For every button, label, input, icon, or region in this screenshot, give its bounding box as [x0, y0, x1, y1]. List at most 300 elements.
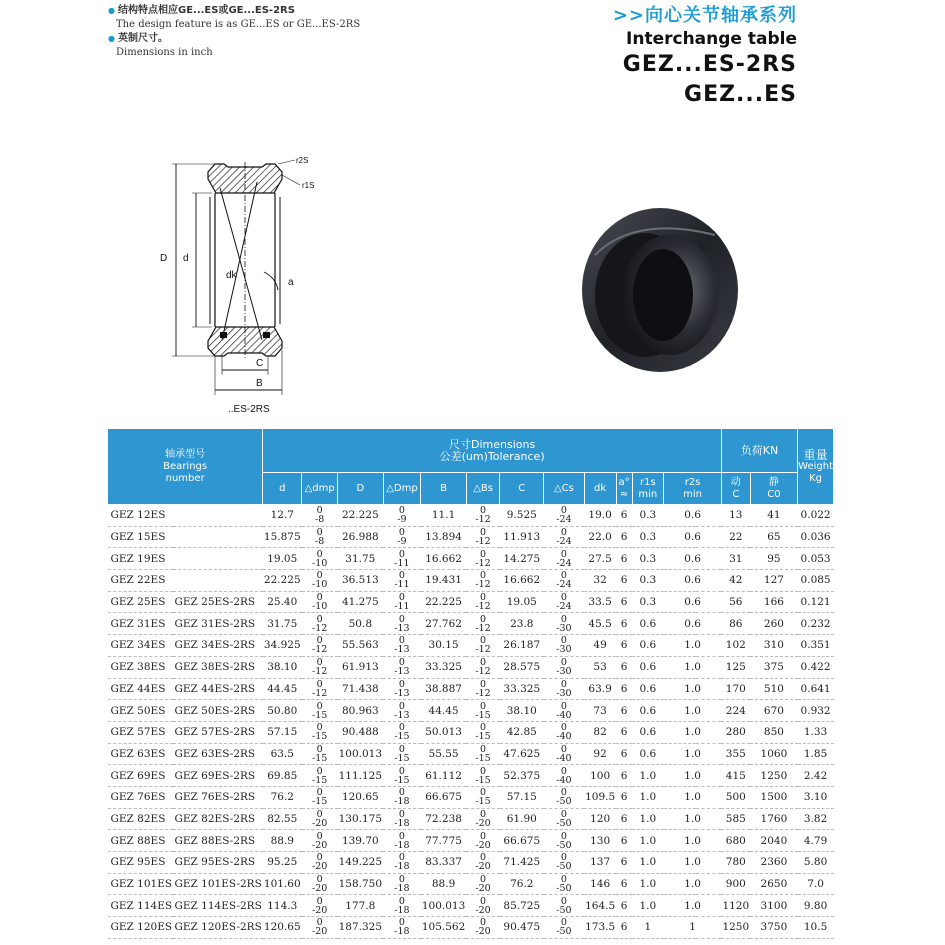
tolerance-upper: 0 [398, 787, 405, 799]
cell-d: 76.2 [263, 786, 302, 808]
tolerance-lower: -15 [312, 796, 328, 808]
cell-B: 16.662 [421, 548, 466, 570]
tolerance-upper: 0 [398, 700, 405, 712]
cell-dmp [302, 852, 338, 874]
cell-d: 69.85 [263, 765, 302, 787]
cell-Bs [466, 700, 500, 722]
table-row [108, 570, 834, 592]
cell-r1: 1 [632, 917, 664, 939]
tolerance-pair [394, 897, 409, 915]
cell-cs: 166 [750, 591, 797, 613]
cell-m1: GEZ 12ES [108, 505, 174, 527]
tolerance-pair [312, 550, 327, 568]
cell-dmp [302, 635, 338, 657]
tolerance-lower: -12 [475, 601, 491, 613]
header-tolerance: 公差(um)Tolerance) [439, 449, 545, 463]
tolerance-pair [556, 897, 571, 915]
tolerance-upper: 0 [480, 657, 487, 669]
cell-cd: 1250 [721, 917, 750, 939]
cell-C: 66.675 [500, 830, 544, 852]
cell-dk: 73 [584, 700, 616, 722]
tolerance-pair [394, 810, 409, 828]
cell-cs: 2650 [750, 873, 797, 895]
tolerance-lower: -20 [312, 839, 328, 851]
tolerance-pair [556, 658, 571, 676]
cell-B: 83.337 [421, 852, 466, 874]
series-title-en: Interchange table [626, 29, 797, 49]
tolerance-lower: -18 [394, 817, 410, 829]
col-dmp: △dmp [302, 473, 338, 505]
tolerance-lower: -12 [475, 579, 491, 591]
cell-B: 88.9 [421, 873, 466, 895]
cell-C: 90.475 [500, 917, 544, 939]
tolerance-upper: 0 [398, 548, 405, 560]
tolerance-pair [315, 506, 324, 524]
tolerance-upper: 0 [480, 527, 487, 539]
cell-B: 61.112 [421, 765, 466, 787]
tolerance-lower: -15 [394, 752, 410, 764]
cell-Dmp [383, 505, 421, 527]
cell-dk: 22.0 [584, 526, 616, 548]
cell-d: 19.05 [263, 548, 302, 570]
tolerance-lower: -18 [394, 839, 410, 851]
tolerance-upper: 0 [398, 874, 405, 886]
cell-Dmp [383, 808, 421, 830]
cell-r2: 1.0 [664, 830, 722, 852]
header-weight-cn: 重量 [803, 447, 828, 462]
table-row [108, 721, 834, 743]
tolerance-pair [394, 788, 409, 806]
tolerance-upper: 0 [560, 895, 567, 907]
tolerance-upper: 0 [480, 895, 487, 907]
tolerance-pair [312, 918, 327, 936]
tolerance-upper: 0 [480, 743, 487, 755]
tolerance-lower: -24 [556, 514, 572, 526]
cell-B: 55.55 [421, 743, 466, 765]
tolerance-lower: -15 [475, 796, 491, 808]
cell-m1: GEZ 95ES [108, 852, 174, 874]
cell-r2: 1.0 [664, 721, 722, 743]
tolerance-upper: 0 [560, 635, 567, 647]
cell-Bs [466, 635, 500, 657]
tolerance-upper: 0 [560, 787, 567, 799]
interchange-table [107, 428, 834, 939]
tolerance-pair [312, 723, 327, 741]
tolerance-pair [312, 593, 327, 611]
cell-m1: GEZ 82ES [108, 808, 174, 830]
cell-Bs [466, 656, 500, 678]
cell-d: 22.225 [263, 570, 302, 592]
tolerance-pair [312, 853, 327, 871]
cell-cs: 3750 [750, 917, 797, 939]
tolerance-pair [394, 571, 409, 589]
tolerance-lower: -15 [312, 752, 328, 764]
cell-cd: 170 [721, 678, 750, 700]
cell-Cs [544, 548, 584, 570]
tolerance-lower: -15 [312, 709, 328, 721]
cell-Dmp [383, 873, 421, 895]
cell-C: 42.85 [500, 721, 544, 743]
tolerance-upper: 0 [316, 505, 323, 517]
table-row [108, 895, 834, 917]
tolerance-lower: -12 [312, 687, 328, 699]
cell-Cs [544, 700, 584, 722]
tolerance-upper: 0 [560, 548, 567, 560]
label-r2s: r2S [296, 156, 309, 165]
table-row [108, 917, 834, 939]
tolerance-pair [556, 918, 571, 936]
cell-cs: 375 [750, 656, 797, 678]
tolerance-lower: -13 [394, 687, 410, 699]
cell-dk: 63.9 [584, 678, 616, 700]
cell-w: 7.0 [798, 873, 834, 895]
tolerance-upper: 0 [398, 657, 405, 669]
cell-Cs [544, 786, 584, 808]
tolerance-pair [475, 918, 490, 936]
cell-cd: 56 [721, 591, 750, 613]
cell-m1: GEZ 120ES [108, 917, 174, 939]
cell-B: 72.238 [421, 808, 466, 830]
tolerance-pair [312, 875, 327, 893]
cell-D: 187.325 [338, 917, 383, 939]
tolerance-upper: 0 [560, 592, 567, 604]
tolerance-upper: 0 [398, 678, 405, 690]
cell-m2 [173, 570, 262, 592]
col-Bs: △Bs [466, 473, 500, 505]
tolerance-lower: -9 [397, 514, 407, 526]
tolerance-lower: -20 [475, 839, 491, 851]
cell-B: 30.15 [421, 635, 466, 657]
model-title-2rs: GEZ...ES-2RS [622, 52, 797, 77]
cell-cd: 585 [721, 808, 750, 830]
cell-m2: GEZ 95ES-2RS [173, 852, 262, 874]
cell-cd: 22 [721, 526, 750, 548]
tolerance-lower: -50 [556, 839, 572, 851]
col-static-load-cn: 静 [768, 476, 779, 488]
cell-B: 22.225 [421, 591, 466, 613]
cell-Bs [466, 830, 500, 852]
tolerance-lower: -20 [475, 861, 491, 873]
cell-r2: 0.6 [664, 613, 722, 635]
cell-Cs [544, 570, 584, 592]
cell-D: 80.963 [338, 700, 383, 722]
cell-Cs [544, 765, 584, 787]
tolerance-upper: 0 [480, 830, 487, 842]
cell-D: 90.488 [338, 721, 383, 743]
header-bearing-number-cn: 轴承型号 [165, 448, 206, 460]
tolerance-lower: -20 [475, 817, 491, 829]
tolerance-lower: -11 [394, 557, 410, 569]
cell-Cs [544, 852, 584, 874]
cell-r1: 0.6 [632, 613, 664, 635]
table-row [108, 808, 834, 830]
cell-d: 34.925 [263, 635, 302, 657]
tolerance-pair [312, 832, 327, 850]
cell-r1: 1.0 [632, 852, 664, 874]
cell-cs: 310 [750, 635, 797, 657]
tolerance-upper: 0 [560, 678, 567, 690]
tolerance-upper: 0 [560, 852, 567, 864]
cell-m2: GEZ 120ES-2RS [173, 917, 262, 939]
tolerance-lower: -20 [312, 861, 328, 873]
tolerance-pair [556, 788, 571, 806]
cell-D: 130.175 [338, 808, 383, 830]
tolerance-upper: 0 [480, 592, 487, 604]
tolerance-upper: 0 [480, 808, 487, 820]
cell-r2: 1.0 [664, 808, 722, 830]
cell-Cs [544, 678, 584, 700]
cell-Cs [544, 830, 584, 852]
cell-w: 0.351 [798, 635, 834, 657]
cell-r2: 1.0 [664, 700, 722, 722]
tolerance-pair [394, 680, 409, 698]
tolerance-lower: -10 [312, 557, 328, 569]
cell-cd: 86 [721, 613, 750, 635]
header-bearing-number-en2: number [165, 472, 205, 484]
tolerance-lower: -30 [556, 622, 572, 634]
cell-Bs [466, 591, 500, 613]
tolerance-upper: 0 [398, 808, 405, 820]
tolerance-pair [475, 680, 490, 698]
cell-m2: GEZ 63ES-2RS [173, 743, 262, 765]
tolerance-pair [475, 593, 490, 611]
tolerance-lower: -40 [556, 731, 572, 743]
cell-a: 6 [616, 570, 632, 592]
cell-cs: 65 [750, 526, 797, 548]
label-r1s: r1S [302, 181, 315, 190]
tolerance-pair [556, 723, 571, 741]
tolerance-upper: 0 [316, 765, 323, 777]
table-row [108, 656, 834, 678]
cell-r1: 0.3 [632, 570, 664, 592]
cell-r1: 0.6 [632, 721, 664, 743]
tolerance-pair [394, 745, 409, 763]
cell-r1: 1.0 [632, 873, 664, 895]
table-row [108, 613, 834, 635]
table-body [108, 505, 834, 939]
cell-C: 47.625 [500, 743, 544, 765]
cell-Bs [466, 765, 500, 787]
tolerance-pair [397, 506, 406, 524]
cell-r2: 1.0 [664, 873, 722, 895]
cell-Dmp [383, 570, 421, 592]
tolerance-upper: 0 [316, 570, 323, 582]
tolerance-lower: -18 [394, 904, 410, 916]
col-dk: dk [584, 473, 616, 505]
cell-dk: 109.5 [584, 786, 616, 808]
col-static-load-symbol: C0 [767, 488, 781, 500]
tolerance-lower: -20 [475, 926, 491, 938]
tolerance-lower: -50 [556, 796, 572, 808]
cell-cd: 355 [721, 743, 750, 765]
tolerance-lower: -24 [556, 557, 572, 569]
tolerance-pair [312, 702, 327, 720]
tolerance-lower: -13 [394, 666, 410, 678]
tolerance-upper: 0 [398, 527, 405, 539]
cell-dk: 120 [584, 808, 616, 830]
tolerance-lower: -15 [475, 709, 491, 721]
tolerance-lower: -24 [556, 601, 572, 613]
cell-C: 11.913 [500, 526, 544, 548]
cell-d: 50.80 [263, 700, 302, 722]
cell-Bs [466, 743, 500, 765]
cell-r1: 0.6 [632, 743, 664, 765]
col-dynamic-load-cn: 动 [730, 476, 741, 488]
cell-dmp [302, 873, 338, 895]
cell-dk: 19.0 [584, 505, 616, 527]
cell-D: 158.750 [338, 873, 383, 895]
tolerance-pair [556, 810, 571, 828]
cell-m1: GEZ 44ES [108, 678, 174, 700]
cell-Bs [466, 505, 500, 527]
cell-d: 114.3 [263, 895, 302, 917]
cell-w: 0.121 [798, 591, 834, 613]
tolerance-lower: -40 [556, 774, 572, 786]
cell-a: 6 [616, 656, 632, 678]
tolerance-upper: 0 [316, 874, 323, 886]
tolerance-upper: 0 [480, 613, 487, 625]
tolerance-upper: 0 [316, 700, 323, 712]
cell-dk: 137 [584, 852, 616, 874]
tolerance-lower: -11 [394, 601, 410, 613]
cell-C: 28.575 [500, 656, 544, 678]
cell-d: 82.55 [263, 808, 302, 830]
tolerance-pair [394, 615, 409, 633]
tolerance-pair [475, 702, 490, 720]
tolerance-lower: -18 [394, 883, 410, 895]
tolerance-pair [475, 875, 490, 893]
cell-Bs [466, 852, 500, 874]
col-alpha-approx: ≈ [619, 488, 629, 500]
tolerance-pair [312, 571, 327, 589]
cell-m2: GEZ 44ES-2RS [173, 678, 262, 700]
cell-w: 3.82 [798, 808, 834, 830]
cell-m2: GEZ 88ES-2RS [173, 830, 262, 852]
cell-a: 6 [616, 786, 632, 808]
cell-a: 6 [616, 591, 632, 613]
tolerance-pair [312, 810, 327, 828]
diagram-caption: ..ES-2RS [228, 404, 270, 415]
cell-m1: GEZ 69ES [108, 765, 174, 787]
cell-Dmp [383, 678, 421, 700]
label-D: D [160, 253, 168, 264]
cell-cs: 670 [750, 700, 797, 722]
tolerance-pair [475, 528, 490, 546]
tolerance-pair [556, 571, 571, 589]
cell-dmp [302, 895, 338, 917]
table-row [108, 830, 834, 852]
col-r1s-min: min [638, 488, 658, 500]
tolerance-pair [475, 506, 490, 524]
tolerance-pair [312, 680, 327, 698]
cell-dmp [302, 786, 338, 808]
cell-w: 0.232 [798, 613, 834, 635]
cell-B: 33.325 [421, 656, 466, 678]
cell-w: 2.42 [798, 765, 834, 787]
tolerance-lower: -12 [475, 557, 491, 569]
inner-bore [633, 249, 693, 341]
cell-d: 15.875 [263, 526, 302, 548]
cell-B: 66.675 [421, 786, 466, 808]
tolerance-pair [475, 897, 490, 915]
cell-Dmp [383, 917, 421, 939]
cell-Dmp [383, 635, 421, 657]
tolerance-pair [475, 723, 490, 741]
tolerance-pair [394, 767, 409, 785]
cell-w: 10.5 [798, 917, 834, 939]
col-dynamic-load [721, 473, 750, 505]
cell-Cs [544, 917, 584, 939]
tolerance-lower: -18 [394, 926, 410, 938]
cell-Dmp [383, 656, 421, 678]
cell-dk: 130 [584, 830, 616, 852]
cell-r1: 0.6 [632, 700, 664, 722]
cell-cd: 125 [721, 656, 750, 678]
cell-d: 88.9 [263, 830, 302, 852]
tolerance-lower: -20 [475, 904, 491, 916]
cell-cd: 224 [721, 700, 750, 722]
col-C: C [500, 473, 544, 505]
tolerance-upper: 0 [398, 635, 405, 647]
cell-cs: 510 [750, 678, 797, 700]
tolerance-lower: -13 [394, 622, 410, 634]
cell-dmp [302, 808, 338, 830]
tolerance-upper: 0 [398, 592, 405, 604]
tolerance-upper: 0 [560, 700, 567, 712]
cell-w: 4.79 [798, 830, 834, 852]
cell-cs: 1250 [750, 765, 797, 787]
tolerance-upper: 0 [398, 765, 405, 777]
tolerance-upper: 0 [560, 505, 567, 517]
cell-r1: 0.6 [632, 678, 664, 700]
cell-d: 44.45 [263, 678, 302, 700]
cell-dmp [302, 505, 338, 527]
tolerance-upper: 0 [398, 895, 405, 907]
cell-m2: GEZ 114ES-2RS [173, 895, 262, 917]
cell-m1: GEZ 76ES [108, 786, 174, 808]
cell-a: 6 [616, 700, 632, 722]
tolerance-lower: -12 [475, 666, 491, 678]
cell-dmp [302, 721, 338, 743]
tolerance-lower: -20 [312, 904, 328, 916]
tolerance-pair [312, 745, 327, 763]
tolerance-lower: -12 [475, 644, 491, 656]
cell-cs: 1760 [750, 808, 797, 830]
tolerance-lower: -13 [394, 709, 410, 721]
tolerance-lower: -50 [556, 904, 572, 916]
cell-w: 0.085 [798, 570, 834, 592]
cell-C: 85.725 [500, 895, 544, 917]
col-d: d [263, 473, 302, 505]
cell-r1: 1.0 [632, 830, 664, 852]
tolerance-upper: 0 [480, 722, 487, 734]
cell-Bs [466, 548, 500, 570]
tolerance-pair [475, 853, 490, 871]
tolerance-lower: -12 [312, 622, 328, 634]
cell-cd: 42 [721, 570, 750, 592]
tolerance-lower: -15 [312, 731, 328, 743]
cell-r1: 0.3 [632, 505, 664, 527]
cell-m1: GEZ 38ES [108, 656, 174, 678]
cell-a: 6 [616, 743, 632, 765]
tolerance-pair [394, 853, 409, 871]
cell-dmp [302, 613, 338, 635]
cell-cd: 1120 [721, 895, 750, 917]
cell-dmp [302, 548, 338, 570]
cell-dmp [302, 765, 338, 787]
tolerance-lower: -50 [556, 926, 572, 938]
bearing-product-photo [575, 195, 745, 380]
